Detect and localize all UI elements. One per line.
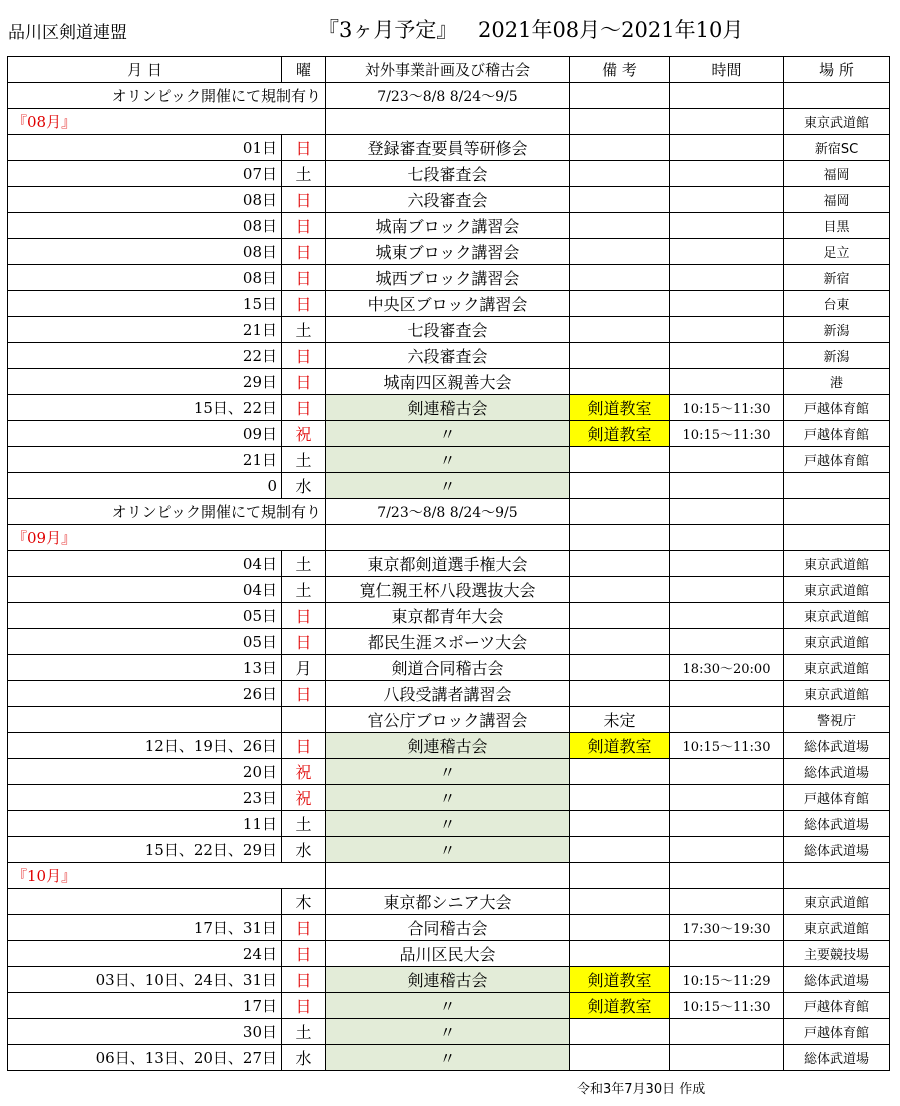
time-cell	[670, 187, 784, 213]
time-cell	[670, 551, 784, 577]
place-cell: 福岡	[784, 187, 890, 213]
place-cell: 東京武道館	[784, 109, 890, 135]
weekday-cell: 日	[282, 941, 326, 967]
event-cell: 中央区ブロック講習会	[326, 291, 570, 317]
date-cell	[8, 889, 282, 915]
month-header-row	[8, 109, 890, 135]
date-cell: 08日	[8, 187, 282, 213]
time-cell: 10:15～11:30	[670, 421, 784, 447]
date-cell: 05日	[8, 629, 282, 655]
table-row	[8, 135, 890, 161]
note-cell	[570, 837, 670, 863]
note-cell	[570, 369, 670, 395]
place-cell	[784, 473, 890, 499]
created-date: 令和3年7月30日 作成	[577, 1082, 706, 1097]
olympic-notice-row	[8, 83, 890, 109]
event-cell: 〃	[326, 811, 570, 837]
time-cell	[670, 1045, 784, 1071]
event-cell: 〃	[326, 1045, 570, 1071]
time-cell	[670, 681, 784, 707]
table-row	[8, 967, 890, 993]
weekday-cell: 祝	[282, 421, 326, 447]
note-cell	[570, 135, 670, 161]
note-cell	[570, 655, 670, 681]
olympic-notice: オリンピック開催にて規制有り	[8, 83, 326, 109]
table-row	[8, 1045, 890, 1071]
note-cell: 未定	[570, 707, 670, 733]
weekday-cell: 日	[282, 291, 326, 317]
note-cell	[570, 681, 670, 707]
note-cell: 剣道教室	[570, 733, 670, 759]
weekday-cell: 日	[282, 135, 326, 161]
date-cell: 08日	[8, 213, 282, 239]
table-row	[8, 889, 890, 915]
event-cell: 剣連稽古会	[326, 967, 570, 993]
note-cell	[570, 551, 670, 577]
weekday-cell: 土	[282, 577, 326, 603]
header-event: 対外事業計画及び稽古会	[326, 57, 570, 83]
table-row	[8, 785, 890, 811]
table-row	[8, 317, 890, 343]
table-row	[8, 707, 890, 733]
organization-name: 品川区剣道連盟	[8, 23, 127, 43]
weekday-cell: 日	[282, 395, 326, 421]
time-cell	[670, 785, 784, 811]
place-cell	[784, 499, 890, 525]
date-cell: 12日、19日、26日	[8, 733, 282, 759]
weekday-cell: 日	[282, 187, 326, 213]
weekday-cell	[282, 707, 326, 733]
table-row	[8, 811, 890, 837]
time-cell: 10:15～11:30	[670, 395, 784, 421]
table-row	[8, 343, 890, 369]
event-cell: 東京都青年大会	[326, 603, 570, 629]
place-cell: 戸越体育館	[784, 1019, 890, 1045]
note-cell	[570, 863, 670, 889]
weekday-cell: 土	[282, 447, 326, 473]
event-cell: 六段審査会	[326, 343, 570, 369]
event-cell: 城南四区親善大会	[326, 369, 570, 395]
event-cell: 七段審査会	[326, 161, 570, 187]
date-cell: 22日	[8, 343, 282, 369]
time-cell	[670, 343, 784, 369]
place-cell: 東京武道館	[784, 915, 890, 941]
date-cell: 13日	[8, 655, 282, 681]
weekday-cell: 土	[282, 551, 326, 577]
note-cell	[570, 811, 670, 837]
weekday-cell: 日	[282, 993, 326, 1019]
weekday-cell: 祝	[282, 759, 326, 785]
date-cell: 23日	[8, 785, 282, 811]
date-cell: 24日	[8, 941, 282, 967]
note-cell	[570, 941, 670, 967]
table-row	[8, 265, 890, 291]
place-cell: 東京武道館	[784, 889, 890, 915]
table-row	[8, 239, 890, 265]
note-cell	[570, 889, 670, 915]
note-cell: 剣道教室	[570, 967, 670, 993]
event-cell: 合同稽古会	[326, 915, 570, 941]
date-cell: 15日、22日、29日	[8, 837, 282, 863]
month-header-row	[8, 863, 890, 889]
time-cell	[670, 603, 784, 629]
time-cell	[670, 369, 784, 395]
event-cell: 城東ブロック講習会	[326, 239, 570, 265]
note-cell	[570, 265, 670, 291]
note-cell	[570, 291, 670, 317]
time-cell	[670, 889, 784, 915]
note-cell: 剣道教室	[570, 993, 670, 1019]
place-cell: 東京武道館	[784, 551, 890, 577]
place-cell: 警視庁	[784, 707, 890, 733]
table-header-row	[8, 57, 890, 83]
time-cell	[670, 239, 784, 265]
time-cell: 10:15～11:30	[670, 733, 784, 759]
table-row	[8, 733, 890, 759]
weekday-cell: 日	[282, 681, 326, 707]
time-cell	[670, 317, 784, 343]
header-note: 備 考	[570, 57, 670, 83]
time-cell	[670, 109, 784, 135]
date-cell: 01日	[8, 135, 282, 161]
table-row	[8, 837, 890, 863]
date-cell: 17日、31日	[8, 915, 282, 941]
place-cell: 港	[784, 369, 890, 395]
weekday-cell: 日	[282, 629, 326, 655]
place-cell: 台東	[784, 291, 890, 317]
table-row	[8, 759, 890, 785]
note-cell	[570, 161, 670, 187]
event-cell: 〃	[326, 447, 570, 473]
table-row	[8, 1019, 890, 1045]
note-cell	[570, 759, 670, 785]
olympic-restriction-period: 7/23～8/8 8/24～9/5	[326, 499, 570, 525]
table-row	[8, 187, 890, 213]
weekday-cell: 日	[282, 239, 326, 265]
place-cell: 東京武道館	[784, 603, 890, 629]
table-row	[8, 655, 890, 681]
place-cell: 東京武道館	[784, 681, 890, 707]
note-cell	[570, 187, 670, 213]
table-row	[8, 213, 890, 239]
event-cell: 東京都剣道選手権大会	[326, 551, 570, 577]
weekday-cell: 日	[282, 915, 326, 941]
place-cell: 戸越体育館	[784, 785, 890, 811]
weekday-cell: 木	[282, 889, 326, 915]
place-cell: 目黒	[784, 213, 890, 239]
note-cell	[570, 447, 670, 473]
month-label: 『09月』	[8, 525, 326, 551]
table-row	[8, 577, 890, 603]
date-cell: 09日	[8, 421, 282, 447]
event-cell: 〃	[326, 1019, 570, 1045]
event-cell	[326, 109, 570, 135]
place-cell: 東京武道館	[784, 577, 890, 603]
document-title: 『3ヶ月予定』	[318, 18, 458, 42]
place-cell: 主要競技場	[784, 941, 890, 967]
table-row	[8, 291, 890, 317]
note-cell	[570, 1045, 670, 1071]
date-cell: 08日	[8, 265, 282, 291]
event-cell: 東京都シニア大会	[326, 889, 570, 915]
date-cell: 15日、22日	[8, 395, 282, 421]
event-cell: 城南ブロック講習会	[326, 213, 570, 239]
date-cell: 26日	[8, 681, 282, 707]
date-cell: 21日	[8, 447, 282, 473]
place-cell: 総体武道場	[784, 837, 890, 863]
table-row	[8, 395, 890, 421]
event-cell: 登録審査要員等研修会	[326, 135, 570, 161]
time-cell	[670, 1019, 784, 1045]
time-cell	[670, 863, 784, 889]
note-cell	[570, 343, 670, 369]
weekday-cell: 土	[282, 1019, 326, 1045]
place-cell: 戸越体育館	[784, 993, 890, 1019]
date-cell: 21日	[8, 317, 282, 343]
place-cell	[784, 83, 890, 109]
event-cell: 〃	[326, 837, 570, 863]
date-cell: 04日	[8, 551, 282, 577]
header-date: 月 日	[8, 57, 282, 83]
place-cell: 福岡	[784, 161, 890, 187]
place-cell: 総体武道場	[784, 759, 890, 785]
time-cell	[670, 707, 784, 733]
table-row	[8, 941, 890, 967]
time-cell	[670, 629, 784, 655]
place-cell: 戸越体育館	[784, 447, 890, 473]
place-cell: 総体武道場	[784, 811, 890, 837]
note-cell	[570, 213, 670, 239]
event-cell: 品川区民大会	[326, 941, 570, 967]
olympic-notice-row	[8, 499, 890, 525]
weekday-cell: 日	[282, 369, 326, 395]
date-cell: 20日	[8, 759, 282, 785]
time-cell	[670, 577, 784, 603]
note-cell	[570, 317, 670, 343]
weekday-cell: 水	[282, 473, 326, 499]
schedule-table	[7, 56, 890, 1071]
time-cell	[670, 941, 784, 967]
event-cell: 都民生涯スポーツ大会	[326, 629, 570, 655]
place-cell: 戸越体育館	[784, 395, 890, 421]
place-cell: 東京武道館	[784, 655, 890, 681]
weekday-cell: 水	[282, 1045, 326, 1071]
table-row	[8, 369, 890, 395]
time-cell: 10:15～11:29	[670, 967, 784, 993]
note-cell	[570, 1019, 670, 1045]
time-cell	[670, 291, 784, 317]
date-cell: 0	[8, 473, 282, 499]
event-cell: 七段審査会	[326, 317, 570, 343]
weekday-cell: 日	[282, 967, 326, 993]
event-cell: 剣連稽古会	[326, 395, 570, 421]
event-cell: 〃	[326, 785, 570, 811]
time-cell: 17:30～19:30	[670, 915, 784, 941]
place-cell: 戸越体育館	[784, 421, 890, 447]
header-place: 場 所	[784, 57, 890, 83]
event-cell	[326, 863, 570, 889]
date-cell: 11日	[8, 811, 282, 837]
time-cell	[670, 473, 784, 499]
note-cell	[570, 239, 670, 265]
time-cell	[670, 759, 784, 785]
date-cell: 30日	[8, 1019, 282, 1045]
weekday-cell: 日	[282, 603, 326, 629]
date-cell: 04日	[8, 577, 282, 603]
time-cell	[670, 135, 784, 161]
weekday-cell: 月	[282, 655, 326, 681]
date-cell: 29日	[8, 369, 282, 395]
date-cell: 07日	[8, 161, 282, 187]
time-cell: 10:15～11:30	[670, 993, 784, 1019]
time-cell	[670, 161, 784, 187]
note-cell	[570, 525, 670, 551]
note-cell: 剣道教室	[570, 395, 670, 421]
table-row	[8, 915, 890, 941]
weekday-cell: 日	[282, 213, 326, 239]
date-cell: 17日	[8, 993, 282, 1019]
place-cell: 足立	[784, 239, 890, 265]
place-cell: 新潟	[784, 317, 890, 343]
olympic-restriction-period: 7/23～8/8 8/24～9/5	[326, 83, 570, 109]
place-cell	[784, 863, 890, 889]
event-cell: 官公庁ブロック講習会	[326, 707, 570, 733]
date-cell: 08日	[8, 239, 282, 265]
time-cell	[670, 837, 784, 863]
event-cell: 〃	[326, 473, 570, 499]
event-cell: 八段受講者講習会	[326, 681, 570, 707]
note-cell	[570, 109, 670, 135]
weekday-cell: 土	[282, 317, 326, 343]
weekday-cell: 土	[282, 811, 326, 837]
table-row	[8, 551, 890, 577]
table-body	[8, 83, 890, 1071]
header-weekday: 曜	[282, 57, 326, 83]
event-cell: 〃	[326, 993, 570, 1019]
event-cell: 剣連稽古会	[326, 733, 570, 759]
place-cell: 新宿SC	[784, 135, 890, 161]
note-cell	[570, 83, 670, 109]
month-label: 『08月』	[8, 109, 326, 135]
table-row	[8, 161, 890, 187]
date-cell: 06日、13日、20日、27日	[8, 1045, 282, 1071]
document-header	[0, 0, 900, 56]
time-cell	[670, 525, 784, 551]
event-cell	[326, 525, 570, 551]
time-cell	[670, 265, 784, 291]
table-row	[8, 993, 890, 1019]
table-row	[8, 447, 890, 473]
event-cell: 〃	[326, 421, 570, 447]
weekday-cell: 土	[282, 161, 326, 187]
place-cell: 総体武道場	[784, 1045, 890, 1071]
event-cell: 〃	[326, 759, 570, 785]
note-cell	[570, 785, 670, 811]
table-row	[8, 473, 890, 499]
note-cell	[570, 499, 670, 525]
table-row	[8, 603, 890, 629]
event-cell: 六段審査会	[326, 187, 570, 213]
note-cell	[570, 603, 670, 629]
time-cell	[670, 83, 784, 109]
table-row	[8, 421, 890, 447]
place-cell: 総体武道場	[784, 967, 890, 993]
table-row	[8, 629, 890, 655]
event-cell: 城西ブロック講習会	[326, 265, 570, 291]
note-cell: 剣道教室	[570, 421, 670, 447]
note-cell	[570, 915, 670, 941]
table-row	[8, 681, 890, 707]
time-cell	[670, 811, 784, 837]
note-cell	[570, 577, 670, 603]
place-cell: 東京武道館	[784, 629, 890, 655]
place-cell	[784, 525, 890, 551]
date-cell: 15日	[8, 291, 282, 317]
weekday-cell: 日	[282, 265, 326, 291]
place-cell: 新潟	[784, 343, 890, 369]
weekday-cell: 祝	[282, 785, 326, 811]
time-cell: 18:30～20:00	[670, 655, 784, 681]
weekday-cell: 水	[282, 837, 326, 863]
note-cell	[570, 629, 670, 655]
time-cell	[670, 213, 784, 239]
note-cell	[570, 473, 670, 499]
date-cell: 05日	[8, 603, 282, 629]
event-cell: 寛仁親王杯八段選抜大会	[326, 577, 570, 603]
place-cell: 総体武道場	[784, 733, 890, 759]
date-cell: 03日、10日、24日、31日	[8, 967, 282, 993]
schedule-period: 2021年08月～2021年10月	[478, 18, 744, 42]
date-cell	[8, 707, 282, 733]
olympic-notice: オリンピック開催にて規制有り	[8, 499, 326, 525]
header-time: 時間	[670, 57, 784, 83]
weekday-cell: 日	[282, 343, 326, 369]
event-cell: 剣道合同稽古会	[326, 655, 570, 681]
month-header-row	[8, 525, 890, 551]
time-cell	[670, 447, 784, 473]
weekday-cell: 日	[282, 733, 326, 759]
month-label: 『10月』	[8, 863, 326, 889]
place-cell: 新宿	[784, 265, 890, 291]
time-cell	[670, 499, 784, 525]
